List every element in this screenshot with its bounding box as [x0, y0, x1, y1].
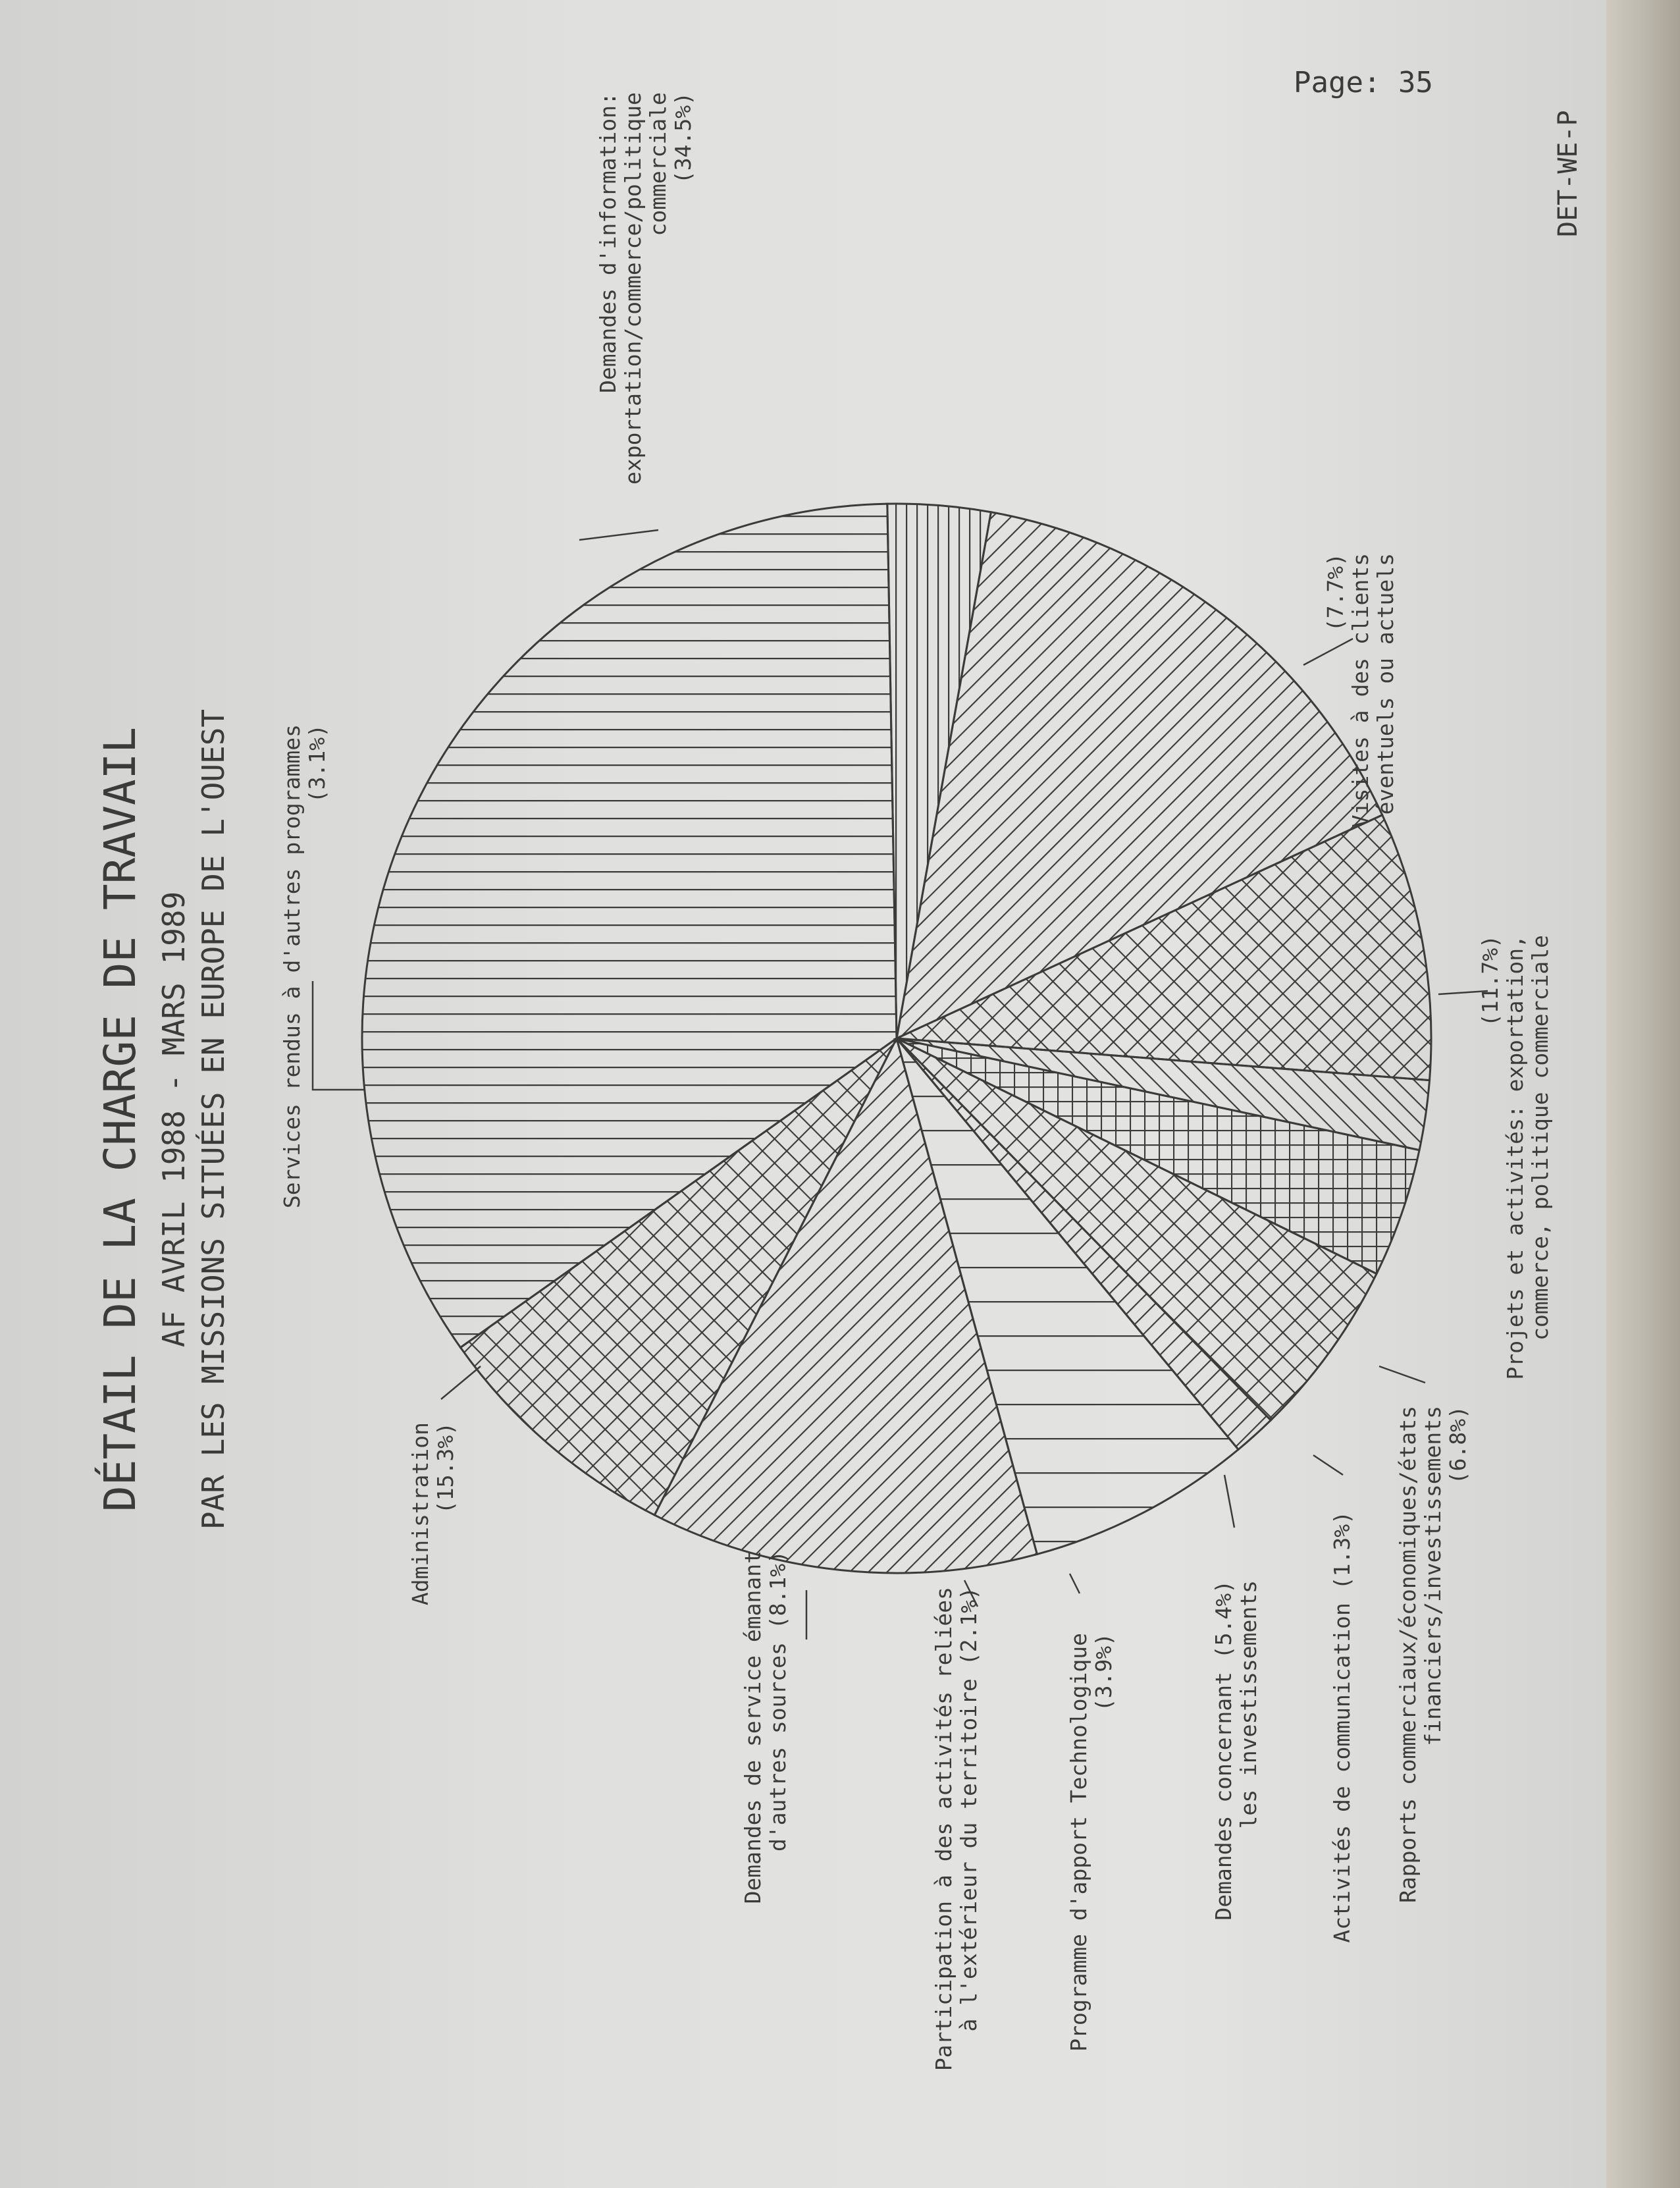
leader-line-admin [441, 1366, 481, 1399]
slice-label-inv-line-1: Demandes concernant (5.4%) [1211, 1580, 1236, 1921]
chart-subtitle-line-2: PAR LES MISSIONS SITUÉES EN EUROPE DE L'OUEST [196, 708, 231, 1530]
slice-label-visits-line-3: éventuels ou actuels [1373, 553, 1398, 815]
slice-label-rapp [1395, 1406, 1471, 1903]
slice-label-visits-line-1: (7.7%) [1323, 553, 1348, 632]
slice-label-admin-line-2: (15.3%) [433, 1422, 458, 1514]
slice-label-prog-line-2: (3.9%) [1091, 1633, 1116, 1712]
leader-line-visits [1303, 639, 1353, 665]
slice-label-part-line-1: Participation à des activités reliées [931, 1587, 957, 2071]
slice-label-comm [1329, 1511, 1355, 1943]
slice-label-proj-line-2: Projets et activités: exportation, [1502, 935, 1528, 1380]
slice-label-proj [1477, 935, 1553, 1380]
document-code: DET-WE-P [1553, 110, 1583, 237]
slice-label-rapp-line-3: (6.8%) [1445, 1406, 1471, 1485]
slice-label-serv-line-1: Demandes de service émanant [740, 1551, 766, 1904]
leader-line-autres [313, 981, 365, 1090]
leader-line-info [579, 530, 658, 540]
slice-label-inv [1211, 1580, 1261, 1921]
leader-line-prog [1070, 1574, 1080, 1593]
slice-label-autres-line-1: Services rendus à d'autres programmes [279, 724, 305, 1209]
slice-label-autres [279, 724, 330, 1208]
slice-label-admin-line-1: Administration [407, 1422, 433, 1606]
slice-label-info-line-2: exportation/commerce/politique [620, 92, 646, 485]
page-number: Page: 35 [1294, 66, 1433, 99]
slice-label-inv-line-2: les investissements [1236, 1580, 1261, 1829]
slice-label-proj-line-1: (11.7%) [1477, 935, 1503, 1027]
slice-label-prog-line-1: Programme d'apport Technologique [1066, 1633, 1091, 2052]
slice-label-info-line-3: commerciale [645, 92, 671, 236]
slice-label-comm-line-1: Activités de communication (1.3%) [1329, 1511, 1355, 1943]
slice-label-admin [407, 1422, 458, 1605]
slice-label-proj-line-3: commerce, politique commerciale [1527, 935, 1553, 1341]
slice-label-visits-line-2: Visites à des clients [1348, 553, 1373, 828]
chart-title: DÉTAIL DE LA CHARGE DE TRAVAIL [95, 726, 145, 1512]
leader-line-rapp [1379, 1366, 1425, 1383]
leader-line-comm [1313, 1455, 1343, 1475]
slice-label-serv [740, 1551, 791, 1904]
pie-slices [362, 504, 1431, 1573]
leader-line-inv [1224, 1475, 1234, 1528]
slice-label-serv-line-2: d'autres sources (8.1%) [765, 1551, 791, 1852]
slice-label-autres-line-2: (3.1%) [304, 724, 330, 803]
slice-label-rapp-line-2: financiers/investissements [1420, 1406, 1446, 1746]
slice-label-part [931, 1587, 982, 2071]
slice-label-rapp-line-1: Rapports commerciaux/économiques/états [1395, 1406, 1421, 1903]
slice-label-info-line-1: Demandes d'information: [595, 92, 621, 393]
chart-subtitle-line-1: AF AVRIL 1988 - MARS 1989 [156, 891, 192, 1348]
slice-label-info [595, 92, 696, 485]
slice-label-prog [1066, 1633, 1116, 2052]
slice-label-part-line-2: à l'extérieur du territoire (2.1%) [956, 1587, 982, 2032]
slice-label-info-line-4: (34.5%) [670, 92, 696, 184]
